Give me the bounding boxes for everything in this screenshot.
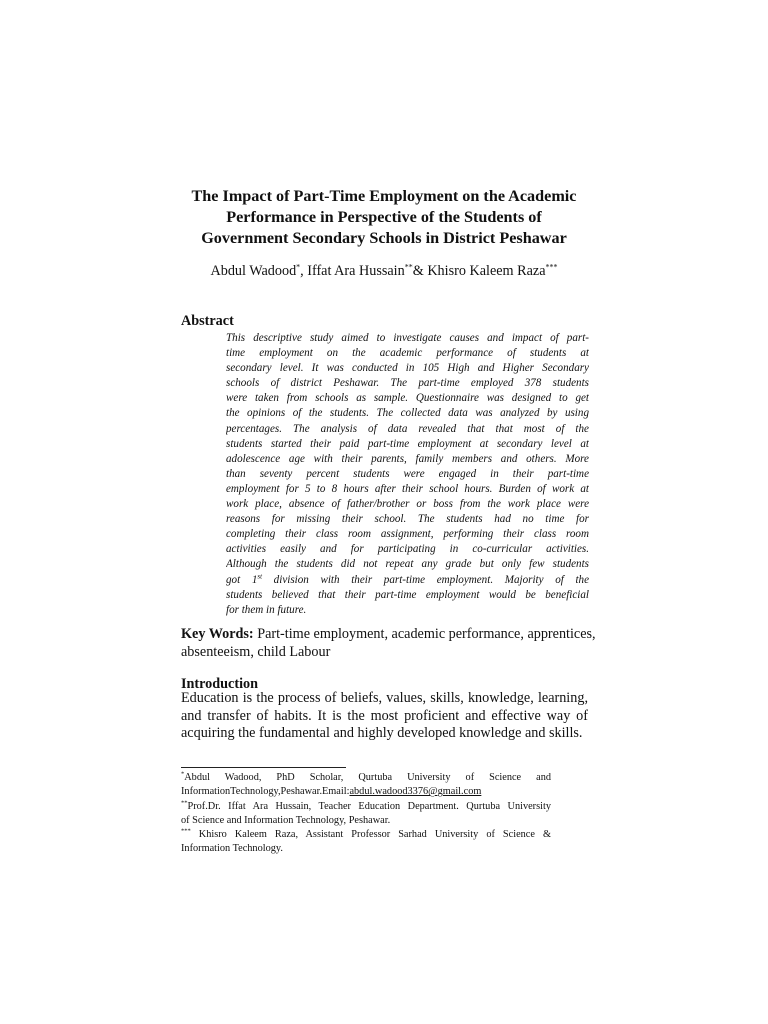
abstract-line: Although the students did not repeat any grade but only few students [226,558,589,571]
abstract-line: students believed that their part-time employment would be beneficial [226,588,589,601]
footnote-text: Prof.Dr. Iffat Ara Hussain, Teacher Education Department. Qurtuba University [187,800,551,812]
keywords-line [181,626,596,644]
abstract-heading: Abstract [181,313,234,329]
author-separator: , [300,263,308,279]
title-line: Government Secondary Schools in District Peshawar [201,229,567,247]
abstract-line: activities easily and for participating in co-curricular activities. [226,543,589,556]
abstract-text: division with their part-time employment. Majority of the [262,573,589,586]
introduction-line: Education is the process of beliefs, values, skills, knowledge, learning, [181,690,588,706]
author-list [150,262,618,280]
abstract-line: This descriptive study aimed to investigate causes and impact of part- [226,332,589,344]
footnote-line: of Science and Information Technology, Peshawar. [181,814,391,826]
abstract-line: time employment on the academic performance of students at [226,347,589,360]
keywords-label: Key Words: [181,626,254,642]
abstract-line: work place, absence of father/brother or boss from the work place were [226,498,589,511]
paper-title [150,186,618,249]
author-separator: & [412,263,428,279]
abstract-line: adolescence age with their parents, family members and others. More [226,452,589,465]
footnote-text: Abdul Wadood, PhD Scholar, Qurtuba University of Science and [184,772,551,783]
footnote-line [181,771,551,785]
footnote-text: InformationTechnology,Peshawar.Email: [181,786,350,798]
introduction-line: acquiring the fundamental and highly developed knowledge and skills. [181,725,583,741]
footnote-divider [181,767,346,768]
footnote-line [181,828,551,842]
abstract-text: got 1 [226,573,258,586]
abstract-line: students started their paid part-time employment at secondary level at [226,437,589,450]
email-link[interactable]: abdul.wadood3376@gmail.com [349,786,482,798]
keywords-line: absenteeism, child Labour [181,643,331,660]
introduction-line: and transfer of habits. It is the most proficient and effective way of [181,707,588,724]
abstract-line [226,573,589,588]
abstract-line: reasons for missing their school. The students had no time for [226,513,589,526]
author-name: Abdul Wadood [210,263,297,279]
introduction-heading: Introduction [181,676,258,692]
author-affiliation-mark: * [296,262,301,272]
footnote-mark: *** [181,828,191,835]
footnote-line [181,785,551,799]
footnote-mark: ** [181,799,188,807]
author-affiliation-mark: ** [404,262,413,272]
abstract-line: than seventy percent students were engaged in their part-time [226,467,589,480]
author-name: Iffat Ara Hussain [307,263,405,279]
footnote-text: Khisro Kaleem Raza, Assistant Professor Sarhad University of Science & [190,829,551,841]
footnotes [181,771,551,857]
ordinal-suffix: st [257,572,263,580]
keywords [181,626,596,661]
abstract-line: were taken from schools as sample. Questionnaire was designed to get [226,392,589,405]
author-name: Khisro Kaleem Raza [427,263,546,279]
abstract-body [226,331,589,618]
abstract-line: employment for 5 to 8 hours after their school hours. Burden of work at [226,482,589,495]
title-line: The Impact of Part-Time Employment on the Academic [191,187,577,205]
abstract-line: secondary level. It was conducted in 105 High and Higher Secondary [226,362,589,375]
introduction-body [181,690,588,743]
abstract-line: for them in future. [226,603,307,616]
footnote-line: Information Technology. [181,843,283,855]
abstract-line: the opinions of the students. The collected data was analyzed by using [226,407,589,420]
footnote-mark: * [181,771,185,778]
keywords-text: Part-time employment, academic performance, apprentices, [253,626,596,642]
abstract-line: percentages. The analysis of data revealed that that most of the [226,422,589,435]
author-affiliation-mark: *** [545,262,558,272]
title-line: Performance in Perspective of the Students of [226,208,542,226]
abstract-line: schools of district Peshawar. The part-time employed 378 students [226,377,589,390]
abstract-line: completing their class room assignment, performing their class room [226,528,589,541]
footnote-line [181,800,551,814]
